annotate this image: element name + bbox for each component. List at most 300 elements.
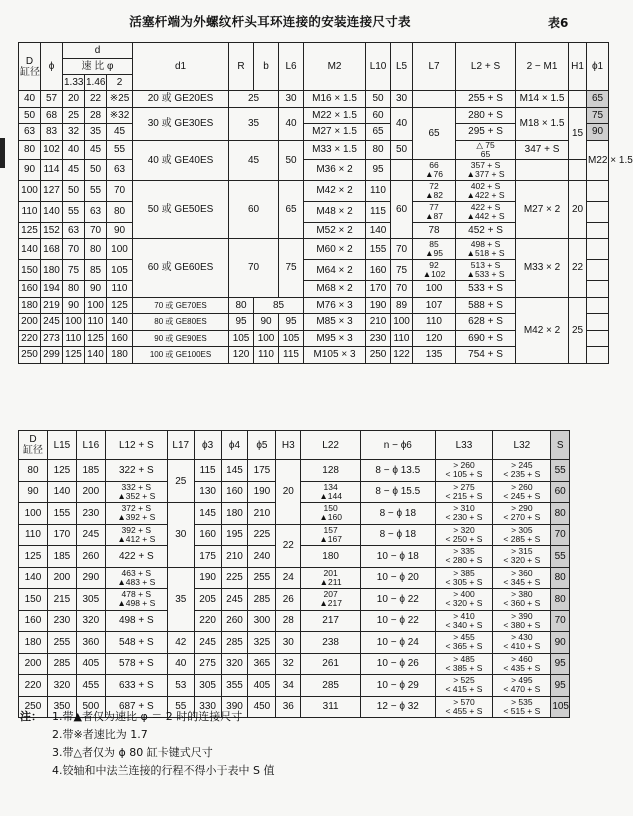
cell: 22: [569, 239, 587, 298]
notes: [20, 708, 274, 780]
cell: 35: [167, 567, 194, 632]
cell: 628 + S: [456, 314, 516, 331]
cell: 332 + S ▲352 + S: [105, 481, 167, 503]
cell: 180: [107, 347, 133, 364]
table-row: [19, 180, 609, 201]
cell: 150 ▲160: [301, 503, 361, 525]
cell: 10 − ϕ 29: [361, 675, 435, 697]
cell: > 245 < 235 + S: [493, 460, 551, 482]
cell: 90 或 GE90ES: [133, 330, 229, 347]
cell: 273: [41, 330, 63, 347]
cell: 45: [85, 140, 107, 159]
cell: 578 + S: [105, 653, 167, 675]
cell: 195: [221, 524, 248, 546]
cell: 28: [85, 107, 107, 124]
cell: M16 × 1.5: [304, 91, 366, 108]
cell: 160: [194, 524, 221, 546]
cell: > 410 < 340 + S: [435, 610, 493, 632]
cell: 145: [194, 503, 221, 525]
cell: 255 + S: [456, 91, 516, 108]
cell: 114: [41, 159, 63, 180]
cell: 80 或 GE80ES: [133, 314, 229, 331]
cell: 125: [19, 546, 48, 568]
cell: 245: [194, 632, 221, 654]
cell: 330: [194, 696, 221, 718]
cell: 180: [19, 632, 48, 654]
cell: [587, 330, 609, 347]
cell: 8 − ϕ 13.5: [361, 460, 435, 482]
cell: M18 × 1.5: [516, 107, 569, 140]
cell: 40: [279, 107, 304, 140]
cell: 55: [63, 201, 85, 222]
cell: 92 ▲102: [413, 260, 456, 281]
cell: 190: [366, 297, 391, 314]
cell: 145: [221, 460, 248, 482]
cell: 90: [551, 632, 570, 654]
table-row: [19, 239, 609, 260]
cell: 140: [107, 314, 133, 331]
cell: 115: [279, 347, 304, 364]
cell: 285: [248, 589, 276, 611]
cell: 40: [19, 91, 41, 108]
cell: [587, 347, 609, 364]
cell: 155: [366, 239, 391, 260]
cell: 95: [551, 653, 570, 675]
cell: 57: [41, 91, 63, 108]
cell: 55: [551, 546, 570, 568]
cell: 110: [254, 347, 279, 364]
cell: 25: [167, 460, 194, 503]
table-row: [19, 91, 609, 108]
cell: 100 或 GE100ES: [133, 347, 229, 364]
cell: 125: [107, 297, 133, 314]
cell: 122: [391, 347, 413, 364]
cell: 115: [366, 201, 391, 222]
cell: 215: [47, 589, 76, 611]
cell: 135: [413, 347, 456, 364]
cell: 110: [19, 524, 48, 546]
header-L12S: L12 + S: [105, 431, 167, 460]
cell: 22: [276, 524, 301, 567]
cell: 70: [63, 239, 85, 260]
cell: 55: [167, 696, 194, 718]
cell: 8 − ϕ 15.5: [361, 481, 435, 503]
cell: 70: [107, 180, 133, 201]
header-d: d: [63, 43, 133, 59]
cell: 190: [248, 481, 276, 503]
cell: 205: [194, 589, 221, 611]
cell: 320: [76, 610, 105, 632]
header-L15: L15: [47, 431, 76, 460]
cell: 100: [63, 314, 85, 331]
cell: 10 − ϕ 20: [361, 567, 435, 589]
cell: 90: [587, 124, 609, 141]
cell: 30: [279, 91, 304, 108]
cell: 95: [229, 314, 254, 331]
cell: 200: [19, 314, 41, 331]
cell: 185: [47, 546, 76, 568]
cell: 140: [19, 239, 41, 260]
cell: 78: [413, 222, 456, 239]
cell: 125: [47, 460, 76, 482]
cell: 200: [76, 481, 105, 503]
cell: 180: [221, 503, 248, 525]
cell: 127: [41, 180, 63, 201]
cell: 50: [279, 140, 304, 180]
cell: 65: [413, 107, 456, 159]
table-number: 表6: [548, 16, 569, 30]
cell: 687 + S: [105, 696, 167, 718]
cell: 220: [19, 330, 41, 347]
header-ratio-2: 1.46: [85, 75, 107, 91]
cell: 690 + S: [456, 330, 516, 347]
cell: M27 × 2: [516, 180, 569, 239]
cell: 350: [47, 696, 76, 718]
cell: 285: [301, 675, 361, 697]
cell: > 390 < 380 + S: [493, 610, 551, 632]
cell: 130: [194, 481, 221, 503]
table-row: [19, 107, 609, 124]
cell: 372 + S ▲392 + S: [105, 503, 167, 525]
cell: M14 × 1.5: [516, 91, 569, 108]
note-item: 1.带▲者仅为速比 φ ＝ 2 时的连接尺寸: [52, 710, 243, 723]
cell: 63: [85, 201, 107, 222]
header-speed-ratio: 速 比 φ: [63, 59, 133, 75]
header-phi1: ϕ1: [587, 43, 609, 91]
cell: 357 + S ▲377 + S: [456, 159, 516, 180]
table-row: [19, 675, 570, 697]
cell: M33 × 2: [516, 239, 569, 298]
cell: 95: [551, 675, 570, 697]
cell: 225: [221, 567, 248, 589]
cell: 36: [276, 696, 301, 718]
cell: 40: [391, 107, 413, 140]
cell: > 385 < 305 + S: [435, 567, 493, 589]
cell: 200: [47, 567, 76, 589]
cell: > 290 < 270 + S: [493, 503, 551, 525]
cell: 25: [63, 107, 85, 124]
cell: 255: [47, 632, 76, 654]
cell: > 305 < 285 + S: [493, 524, 551, 546]
cell: [413, 91, 456, 108]
cell: 210: [366, 314, 391, 331]
cell: > 525 < 415 + S: [435, 675, 493, 697]
cell: > 455 < 365 + S: [435, 632, 493, 654]
cell: 80: [229, 297, 254, 314]
cell: 55: [551, 460, 570, 482]
cell: 325: [248, 632, 276, 654]
cell: 63: [107, 159, 133, 180]
table-row: [19, 632, 570, 654]
cell: 42: [167, 632, 194, 654]
cell: 305: [194, 675, 221, 697]
cell: 85: [85, 260, 107, 281]
cell: 75: [391, 260, 413, 281]
cell: 60 或 GE60ES: [133, 239, 229, 298]
cell: 30: [276, 632, 301, 654]
cell: 22: [85, 91, 107, 108]
cell: M68 × 2: [304, 281, 366, 298]
cell: 80: [551, 503, 570, 525]
cell: [587, 239, 609, 260]
cell: > 430 < 410 + S: [493, 632, 551, 654]
cell: 25: [229, 91, 279, 108]
cell: 70: [551, 524, 570, 546]
cell: 134 ▲144: [301, 481, 361, 503]
cell: 85: [254, 297, 304, 314]
header-L2S: L2 + S: [456, 43, 516, 91]
cell: 245: [221, 589, 248, 611]
cell: 250: [19, 696, 48, 718]
cell: 12 − ϕ 32: [361, 696, 435, 718]
cell: 120: [413, 330, 456, 347]
cell: 100: [85, 297, 107, 314]
cell: 168: [41, 239, 63, 260]
header-D: D 缸径: [19, 43, 41, 91]
cell: M42 × 2: [516, 297, 569, 363]
cell: 128: [301, 460, 361, 482]
cell: 200: [19, 653, 48, 675]
cell: 35: [85, 124, 107, 141]
cell: 180: [19, 297, 41, 314]
cell: 140: [366, 222, 391, 239]
cell: 35: [229, 107, 279, 140]
cell: 125: [63, 347, 85, 364]
cell: 100: [19, 503, 48, 525]
cell: 194: [41, 281, 63, 298]
cell: 110: [391, 330, 413, 347]
cell: 320: [47, 675, 76, 697]
cell: 140: [47, 481, 76, 503]
header-R: R: [229, 43, 254, 91]
header-M1: 2 − M1: [516, 43, 569, 91]
cell: M22 × 1.5: [587, 140, 609, 180]
cell: 260: [221, 610, 248, 632]
cell: 90: [19, 481, 48, 503]
cell: M42 × 2: [304, 180, 366, 201]
cell: 422 + S ▲442 + S: [456, 201, 516, 222]
cell: 55: [85, 180, 107, 201]
cell: 75: [279, 239, 304, 298]
cell: 70: [391, 281, 413, 298]
cell: 150: [19, 260, 41, 281]
cell: 110: [63, 330, 85, 347]
cell: 285: [221, 632, 248, 654]
cell: 28: [276, 610, 301, 632]
cell: > 570 < 455 + S: [435, 696, 493, 718]
cell: 402 + S ▲422 + S: [456, 180, 516, 201]
cell: [587, 281, 609, 298]
cell: 63: [19, 124, 41, 141]
cell: 360: [76, 632, 105, 654]
cell: 60: [366, 107, 391, 124]
header-d1: d1: [133, 43, 229, 91]
cell: 45: [107, 124, 133, 141]
cell: 65: [366, 124, 391, 141]
cell: 50: [85, 159, 107, 180]
cell: 30: [167, 503, 194, 568]
cell: 40 或 GE40ES: [133, 140, 229, 180]
header-H3: H3: [276, 431, 301, 460]
cell: M95 × 3: [304, 330, 366, 347]
cell: 347 + S: [516, 140, 569, 159]
cell: 125: [19, 222, 41, 239]
cell: ※25: [107, 91, 133, 108]
cell: 463 + S ▲483 + S: [105, 567, 167, 589]
cell: 185: [76, 460, 105, 482]
cell: 105: [107, 260, 133, 281]
cell: 70: [551, 610, 570, 632]
cell: M52 × 2: [304, 222, 366, 239]
header-L22: L22: [301, 431, 361, 460]
cell: 90: [19, 159, 41, 180]
cell: 70: [391, 239, 413, 260]
header-ratio-3: 2: [107, 75, 133, 91]
cell: 140: [41, 201, 63, 222]
mounting-dimensions-table-1: [18, 42, 633, 364]
cell: 250: [366, 347, 391, 364]
table-row: [19, 589, 570, 611]
cell: 32: [276, 653, 301, 675]
cell: 220: [194, 610, 221, 632]
cell: 80: [85, 239, 107, 260]
notes-label: 注：: [20, 710, 42, 723]
cell: 80: [19, 460, 48, 482]
cell: 107: [413, 297, 456, 314]
cell: 105: [279, 330, 304, 347]
cell: 70 或 GE70ES: [133, 297, 229, 314]
header-n-phi6: n − ϕ6: [361, 431, 435, 460]
cell: 190: [194, 567, 221, 589]
cell: 100: [254, 330, 279, 347]
table-row: [19, 567, 570, 589]
cell: [391, 159, 413, 180]
cell: 405: [76, 653, 105, 675]
cell: 290: [76, 567, 105, 589]
cell: 60: [551, 481, 570, 503]
cell: 633 + S: [105, 675, 167, 697]
cell: > 335 < 280 + S: [435, 546, 493, 568]
cell: 311: [301, 696, 361, 718]
cell: 392 + S ▲412 + S: [105, 524, 167, 546]
cell: 80: [551, 589, 570, 611]
cell: 225: [248, 524, 276, 546]
cell: 75: [587, 107, 609, 124]
table-row: [19, 159, 609, 180]
cell: 210: [248, 503, 276, 525]
header-phi: ϕ: [41, 43, 63, 91]
cell: 10 − ϕ 24: [361, 632, 435, 654]
header-D: D 缸径: [19, 431, 48, 460]
cell: 105: [229, 330, 254, 347]
cell: 299: [41, 347, 63, 364]
cell: 26: [276, 589, 301, 611]
cell: 72 ▲82: [413, 180, 456, 201]
cell: M105 × 3: [304, 347, 366, 364]
cell: 8 − ϕ 18: [361, 503, 435, 525]
cell: [569, 91, 587, 108]
cell: [587, 314, 609, 331]
cell: 230: [366, 330, 391, 347]
header-phi4: ϕ4: [221, 431, 248, 460]
cell: 588 + S: [456, 297, 516, 314]
note-item: 2.带※者速比为 1.7: [52, 728, 148, 741]
header-L7: L7: [413, 43, 456, 91]
cell: 60: [229, 180, 279, 239]
cell: 120: [229, 347, 254, 364]
cell: 160: [366, 260, 391, 281]
header-ratio-1: 1.33: [63, 75, 85, 91]
cell: 533 + S: [456, 281, 516, 298]
cell: M64 × 2: [304, 260, 366, 281]
cell: > 260 < 105 + S: [435, 460, 493, 482]
cell: 500: [76, 696, 105, 718]
cell: 261: [301, 653, 361, 675]
cell: 8 − ϕ 18: [361, 524, 435, 546]
cell: 50: [19, 107, 41, 124]
cell: 207 ▲217: [301, 589, 361, 611]
cell: 66 ▲76: [413, 159, 456, 180]
cell: M27 × 1.5: [304, 124, 366, 141]
cell: 422 + S: [105, 546, 167, 568]
cell: M22 × 1.5: [304, 107, 366, 124]
cell: > 310 < 230 + S: [435, 503, 493, 525]
header-b: b: [254, 43, 279, 91]
cell: 95: [279, 314, 304, 331]
header-L33: L33: [435, 431, 493, 460]
header-L10: L10: [366, 43, 391, 91]
cell: 100: [391, 314, 413, 331]
cell: 250: [19, 347, 41, 364]
cell: 45: [229, 140, 279, 180]
cell: 65: [279, 180, 304, 239]
cell: 295 + S: [456, 124, 516, 141]
cell: 280 + S: [456, 107, 516, 124]
cell: 30 或 GE30ES: [133, 107, 229, 140]
table-row: [19, 460, 570, 482]
cell: 10 − ϕ 22: [361, 589, 435, 611]
cell: 90: [63, 297, 85, 314]
cell: M76 × 3: [304, 297, 366, 314]
cell: 90: [107, 222, 133, 239]
cell: > 495 < 470 + S: [493, 675, 551, 697]
cell: △ 75 65: [456, 140, 516, 159]
header-H1: H1: [569, 43, 587, 91]
cell: 320: [221, 653, 248, 675]
cell: 70: [229, 239, 279, 298]
cell: 45: [63, 159, 85, 180]
cell: 20: [63, 91, 85, 108]
cell: 110: [107, 281, 133, 298]
cell: 238: [301, 632, 361, 654]
cell: M60 × 2: [304, 239, 366, 260]
table-row: [19, 297, 609, 314]
cell: 102: [41, 140, 63, 159]
cell: 100: [19, 180, 41, 201]
cell: 155: [47, 503, 76, 525]
cell: 548 + S: [105, 632, 167, 654]
header-S: S: [551, 431, 570, 460]
cell: > 360 < 345 + S: [493, 567, 551, 589]
cell: 10 − ϕ 26: [361, 653, 435, 675]
cell: 140: [85, 347, 107, 364]
cell: 80: [63, 281, 85, 298]
cell: 80: [366, 140, 391, 159]
cell: 150: [19, 589, 48, 611]
page-edge-mark: [0, 138, 5, 168]
cell: 405: [248, 675, 276, 697]
cell: 50 或 GE50ES: [133, 180, 229, 239]
